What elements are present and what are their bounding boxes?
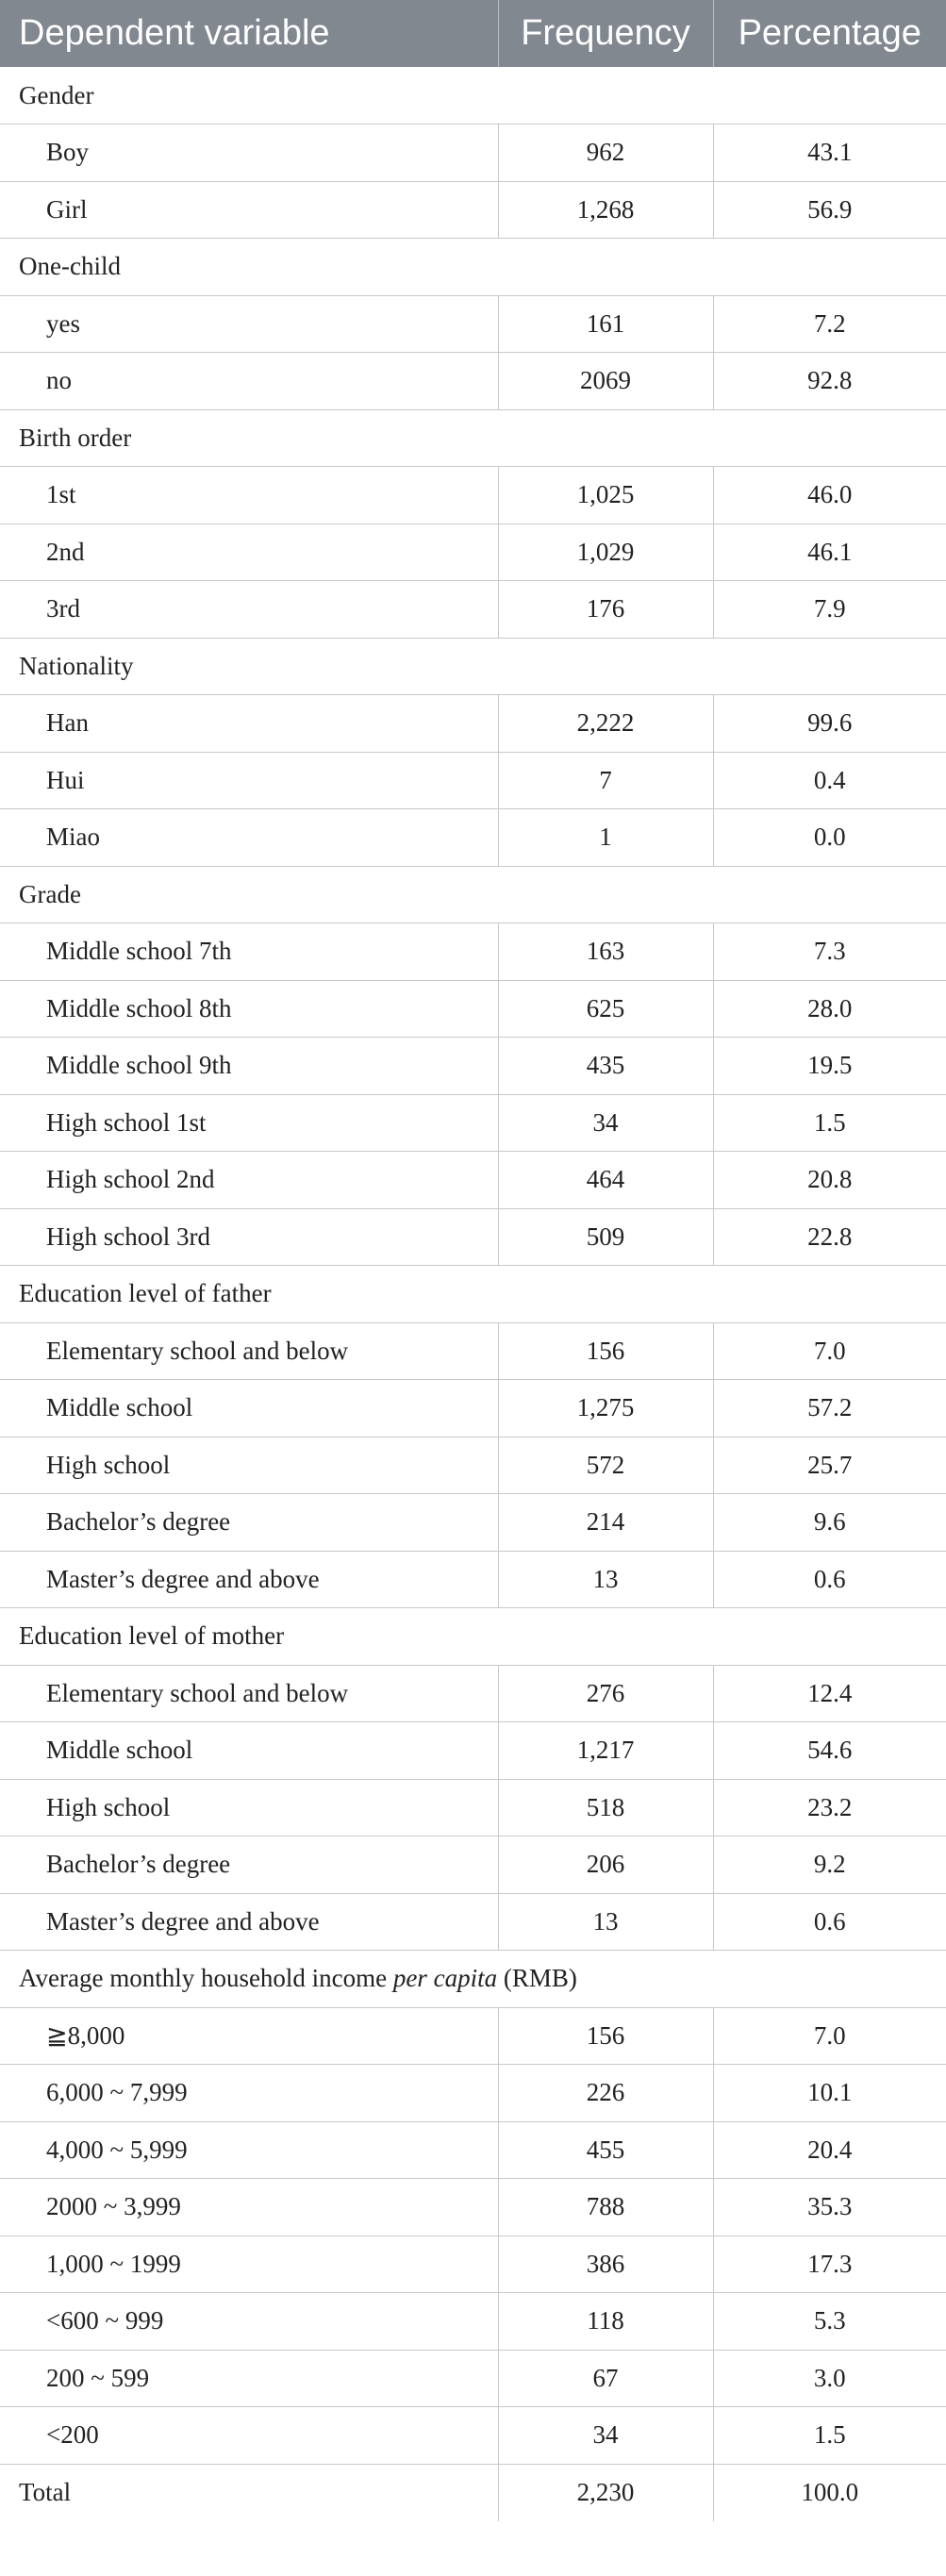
category-row — [0, 409, 946, 467]
table-row — [0, 2121, 946, 2179]
row-frequency: 2,222 — [498, 695, 713, 753]
table-row — [0, 1038, 946, 1095]
row-frequency: 163 — [498, 923, 713, 981]
row-frequency: 206 — [498, 1836, 713, 1894]
row-percentage: 46.0 — [713, 467, 946, 524]
row-percentage: 99.6 — [713, 695, 946, 753]
header-row — [0, 0, 946, 67]
category-row — [0, 638, 946, 695]
row-frequency: 176 — [498, 581, 713, 639]
row-percentage: 1.5 — [713, 1094, 946, 1152]
row-frequency: 118 — [498, 2293, 713, 2351]
table-row — [0, 2350, 946, 2407]
row-frequency: 214 — [498, 1494, 713, 1552]
row-frequency: 625 — [498, 980, 713, 1038]
row-label: Master’s degree and above — [0, 1551, 498, 1608]
category-label: Gender — [0, 67, 946, 125]
category-label: Education level of father — [0, 1266, 946, 1323]
table-row — [0, 1665, 946, 1722]
row-percentage: 0.4 — [713, 752, 946, 809]
category-label: Grade — [0, 866, 946, 923]
table-row — [0, 1322, 946, 1380]
category-row — [0, 866, 946, 923]
row-label: yes — [0, 295, 498, 353]
row-percentage: 7.0 — [713, 2007, 946, 2065]
row-label: High school — [0, 1779, 498, 1836]
row-percentage: 19.5 — [713, 1038, 946, 1095]
row-percentage: 7.0 — [713, 1322, 946, 1380]
row-frequency: 1,268 — [498, 181, 713, 239]
row-frequency: 509 — [498, 1208, 713, 1266]
row-percentage: 0.0 — [713, 809, 946, 867]
row-frequency: 386 — [498, 2235, 713, 2293]
row-frequency: 276 — [498, 1665, 713, 1722]
row-percentage: 7.2 — [713, 295, 946, 353]
row-frequency: 435 — [498, 1038, 713, 1095]
row-percentage: 3.0 — [713, 2350, 946, 2407]
total-percentage: 100.0 — [801, 2478, 859, 2506]
row-label: Middle school — [0, 1722, 498, 1780]
row-label: Boy — [0, 125, 498, 182]
table-row — [0, 1836, 946, 1894]
row-label: 6,000 ~ 7,999 — [0, 2065, 498, 2122]
row-label: Bachelor’s degree — [0, 1494, 498, 1552]
category-row — [0, 67, 946, 125]
row-label: <200 — [0, 2407, 498, 2465]
row-label: <600 ~ 999 — [0, 2293, 498, 2351]
category-label-part: per capita — [392, 1964, 498, 1993]
row-label: 1st — [0, 467, 498, 524]
row-label: 2000 ~ 3,999 — [0, 2179, 498, 2236]
row-label: no — [0, 353, 498, 410]
table-row — [0, 125, 946, 182]
row-label: 2nd — [0, 524, 498, 581]
row-label: Hui — [0, 752, 498, 809]
row-percentage: 35.3 — [713, 2179, 946, 2236]
row-label: 4,000 ~ 5,999 — [0, 2121, 498, 2179]
row-label: 3rd — [0, 581, 498, 639]
row-percentage: 28.0 — [713, 980, 946, 1038]
category-label: Birth order — [0, 409, 946, 467]
row-frequency: 455 — [498, 2121, 713, 2179]
row-label: Master’s degree and above — [0, 1893, 498, 1951]
table-row — [0, 1437, 946, 1494]
row-percentage: 57.2 — [713, 1380, 946, 1438]
table-row — [0, 2007, 946, 2065]
row-frequency: 7 — [498, 752, 713, 809]
row-frequency: 518 — [498, 1779, 713, 1836]
table-row — [0, 752, 946, 809]
row-label: Girl — [0, 181, 498, 239]
row-percentage: 12.4 — [713, 1665, 946, 1722]
row-percentage: 0.6 — [713, 1893, 946, 1951]
table-row — [0, 353, 946, 410]
row-frequency: 34 — [498, 2407, 713, 2465]
row-percentage: 25.7 — [713, 1437, 946, 1494]
row-percentage: 56.9 — [713, 181, 946, 239]
row-percentage: 1.5 — [713, 2407, 946, 2465]
row-percentage: 9.2 — [713, 1836, 946, 1894]
row-percentage: 54.6 — [713, 1722, 946, 1780]
table-row — [0, 1494, 946, 1552]
row-label: Bachelor’s degree — [0, 1836, 498, 1894]
table-row — [0, 2065, 946, 2122]
category-label — [0, 1951, 946, 2008]
table-row — [0, 1722, 946, 1780]
total-row — [0, 2464, 946, 2521]
total-label: Total — [0, 2464, 498, 2521]
row-percentage: 0.6 — [713, 1551, 946, 1608]
table-row — [0, 1094, 946, 1152]
category-row — [0, 1266, 946, 1323]
row-percentage: 17.3 — [713, 2235, 946, 2293]
table-row — [0, 2179, 946, 2236]
row-frequency: 2069 — [498, 353, 713, 410]
table-row — [0, 467, 946, 524]
row-percentage: 20.4 — [713, 2121, 946, 2179]
table-row — [0, 1779, 946, 1836]
row-label: Elementary school and below — [0, 1322, 498, 1380]
row-percentage: 5.3 — [713, 2293, 946, 2351]
row-frequency: 13 — [498, 1893, 713, 1951]
total-frequency: 2,230 — [498, 2464, 713, 2521]
row-label: ≧8,000 — [0, 2007, 498, 2065]
header-percentage: Percentage — [713, 0, 946, 67]
row-label: Middle school 8th — [0, 980, 498, 1038]
table-body — [0, 67, 946, 2521]
row-percentage: 7.3 — [713, 923, 946, 981]
table-row — [0, 980, 946, 1038]
row-label: High school — [0, 1437, 498, 1494]
table-row — [0, 2235, 946, 2293]
row-percentage: 10.1 — [713, 2065, 946, 2122]
row-label: Han — [0, 695, 498, 753]
row-frequency: 156 — [498, 1322, 713, 1380]
table-row — [0, 524, 946, 581]
row-percentage: 92.8 — [713, 353, 946, 410]
table-row — [0, 581, 946, 639]
table-header — [0, 0, 946, 67]
row-label: Miao — [0, 809, 498, 867]
row-frequency: 962 — [498, 125, 713, 182]
row-percentage: 9.6 — [713, 1494, 946, 1552]
category-row — [0, 1951, 946, 2008]
row-label: 200 ~ 599 — [0, 2350, 498, 2407]
category-row — [0, 1608, 946, 1666]
header-dependent-variable: Dependent variable — [0, 0, 498, 67]
table-row — [0, 1551, 946, 1608]
header-frequency: Frequency — [498, 0, 713, 67]
table-row — [0, 2293, 946, 2351]
row-frequency: 161 — [498, 295, 713, 353]
row-label: Middle school — [0, 1380, 498, 1438]
row-percentage: 23.2 — [713, 1779, 946, 1836]
row-percentage: 20.8 — [713, 1152, 946, 1209]
table-row — [0, 923, 946, 981]
table-row — [0, 1380, 946, 1438]
category-label: One-child — [0, 239, 946, 296]
row-label: 1,000 ~ 1999 — [0, 2235, 498, 2293]
table-row — [0, 695, 946, 753]
row-frequency: 67 — [498, 2350, 713, 2407]
table-row — [0, 2407, 946, 2465]
row-frequency: 572 — [498, 1437, 713, 1494]
row-percentage: 43.1 — [713, 125, 946, 182]
row-frequency: 156 — [498, 2007, 713, 2065]
row-percentage: 22.8 — [713, 1208, 946, 1266]
row-frequency: 226 — [498, 2065, 713, 2122]
row-label: High school 1st — [0, 1094, 498, 1152]
category-row — [0, 239, 946, 296]
row-label: Middle school 7th — [0, 923, 498, 981]
row-label: Middle school 9th — [0, 1038, 498, 1095]
table-row — [0, 1152, 946, 1209]
row-frequency: 1,275 — [498, 1380, 713, 1438]
row-label: High school 3rd — [0, 1208, 498, 1266]
category-label-part: Average monthly household income — [19, 1964, 393, 1993]
row-percentage: 46.1 — [713, 524, 946, 581]
row-label: High school 2nd — [0, 1152, 498, 1209]
table-row — [0, 295, 946, 353]
row-frequency: 464 — [498, 1152, 713, 1209]
category-label: Education level of mother — [0, 1608, 946, 1666]
row-frequency: 1,025 — [498, 467, 713, 524]
category-label: Nationality — [0, 638, 946, 695]
category-label-part: (RMB) — [497, 1964, 577, 1993]
row-percentage: 7.9 — [713, 581, 946, 639]
row-frequency: 1 — [498, 809, 713, 867]
row-frequency: 1,029 — [498, 524, 713, 581]
row-frequency: 1,217 — [498, 1722, 713, 1780]
table-row — [0, 181, 946, 239]
row-frequency: 788 — [498, 2179, 713, 2236]
table-row — [0, 1893, 946, 1951]
row-frequency: 13 — [498, 1551, 713, 1608]
table-row — [0, 809, 946, 867]
row-label: Elementary school and below — [0, 1665, 498, 1722]
row-frequency: 34 — [498, 1094, 713, 1152]
table-row — [0, 1208, 946, 1266]
